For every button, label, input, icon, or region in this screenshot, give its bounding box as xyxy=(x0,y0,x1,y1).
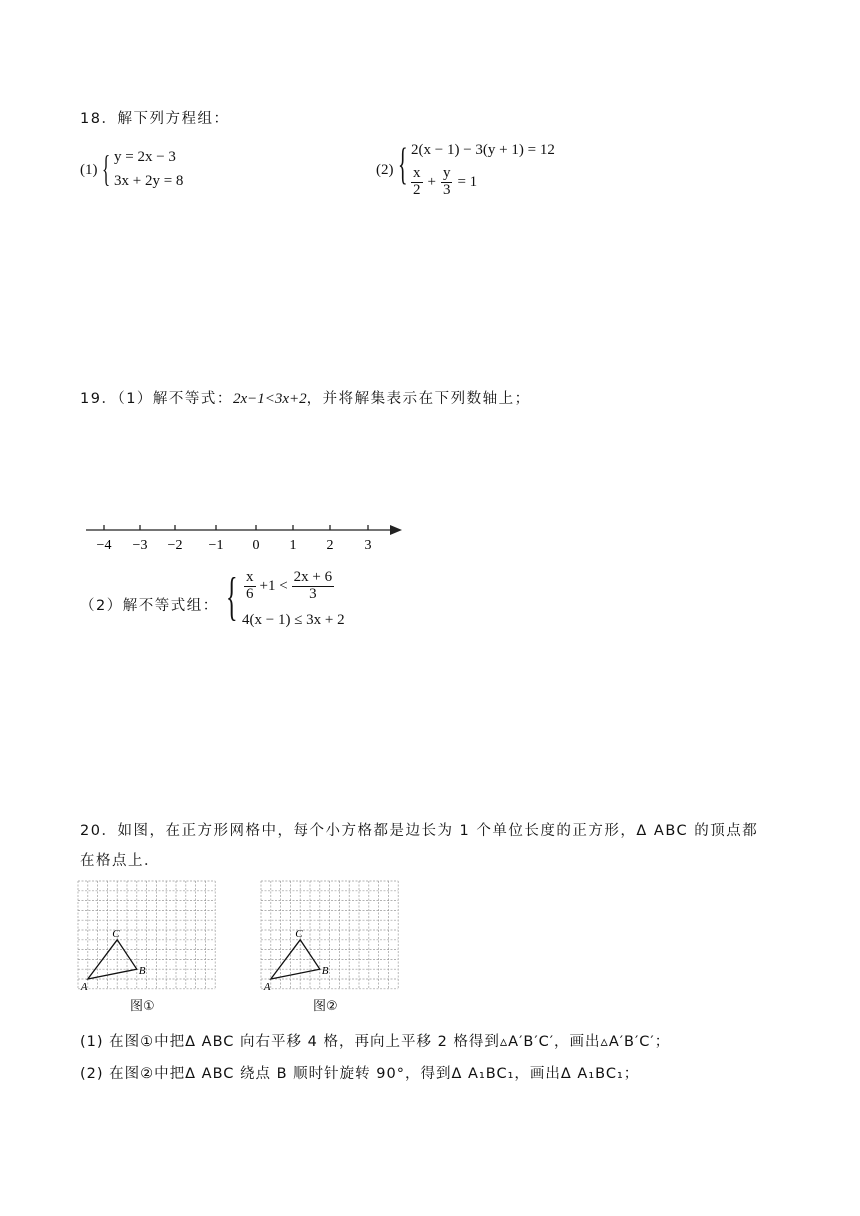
fraction-numerator: x xyxy=(246,569,254,585)
vertex-label-b: B xyxy=(321,965,329,978)
figure-2 xyxy=(260,880,400,1012)
q20-task1: (1) 在图①中把Δ ABC 向右平移 4 格，再向上平移 2 格得到▵A′B′C′，画出▵A′B′C′； xyxy=(80,1034,671,1050)
figure-2-caption: 图② xyxy=(313,999,338,1014)
number-line-tick-label: 2 xyxy=(326,538,334,553)
q19-part1-suffix: ，并将解集表示在下列数轴上； xyxy=(306,391,531,407)
triangle-abc xyxy=(271,940,320,979)
vertex-label-b: B xyxy=(138,965,146,978)
q20-task2: (2) 在图②中把Δ ABC 绕点 B 顺时针旋转 90°，得到Δ A₁BC₁，画出Δ A₁BC₁； xyxy=(80,1066,640,1082)
number-line-tick-label: 3 xyxy=(364,538,372,553)
q19-inequality: 2x−1<3x+2 xyxy=(232,391,307,407)
q19-part2-label: （2）解不等式组： xyxy=(80,598,219,614)
q18-p2-eq2 xyxy=(409,166,477,199)
q19-part1 xyxy=(80,387,531,408)
fraction-numerator: 2x + 6 xyxy=(293,569,333,585)
fraction-denominator: 2 xyxy=(413,181,421,198)
triangle-abc xyxy=(88,940,137,979)
fraction-denominator: 6 xyxy=(246,585,254,602)
q18-title: 18．解下列方程组： xyxy=(80,111,230,127)
vertex-label-c: C xyxy=(112,927,120,940)
q19-sys-eq2: 4(x − 1) ≤ 3x + 2 xyxy=(242,612,345,628)
arrow-right-icon xyxy=(390,525,402,535)
figure-1 xyxy=(77,880,217,1012)
left-brace-icon: { xyxy=(226,570,238,628)
q20-line1: 20．如图，在正方形网格中，每个小方格都是边长为 1 个单位长度的正方形，Δ ABC 的顶点都 xyxy=(80,823,759,839)
fraction-numerator: y xyxy=(442,165,451,181)
number-line-tick-label: 1 xyxy=(289,538,297,553)
left-brace-icon: { xyxy=(398,141,408,190)
plus-sign: + xyxy=(427,173,436,190)
q18-p2-label: (2) xyxy=(376,162,394,178)
number-line-tick-label: −2 xyxy=(167,538,183,553)
vertex-label-a: A xyxy=(263,981,271,993)
number-line-tick-label: −1 xyxy=(208,538,224,553)
number-line-tick-label: −4 xyxy=(96,538,112,553)
q19-sys-eq1 xyxy=(242,570,336,603)
number-line xyxy=(80,518,410,558)
q18-p1-eq1: y = 2x − 3 xyxy=(114,149,176,165)
left-brace-icon: { xyxy=(102,148,111,190)
fraction-numerator: x xyxy=(413,165,421,181)
number-line-tick-label: 0 xyxy=(252,538,260,553)
equation-rhs: = 1 xyxy=(457,173,478,190)
vertex-label-a: A xyxy=(80,981,88,993)
q18-p1-label: (1) xyxy=(80,162,98,178)
number-line-tick-label: −3 xyxy=(132,538,148,553)
figure-1-caption: 图① xyxy=(130,999,155,1014)
vertex-label-c: C xyxy=(295,927,303,940)
q18-p1-eq2: 3x + 2y = 8 xyxy=(114,173,184,189)
q18-p2-eq1: 2(x − 1) − 3(y + 1) = 12 xyxy=(411,142,555,158)
fraction-denominator: 3 xyxy=(309,585,317,602)
q19-part1-prefix: 19．（1）解不等式： xyxy=(80,391,233,407)
sys-eq1-middle: +1 < xyxy=(259,577,288,594)
q19-system xyxy=(226,568,366,638)
fraction-denominator: 3 xyxy=(442,181,451,198)
q20-line2: 在格点上． xyxy=(80,853,160,869)
